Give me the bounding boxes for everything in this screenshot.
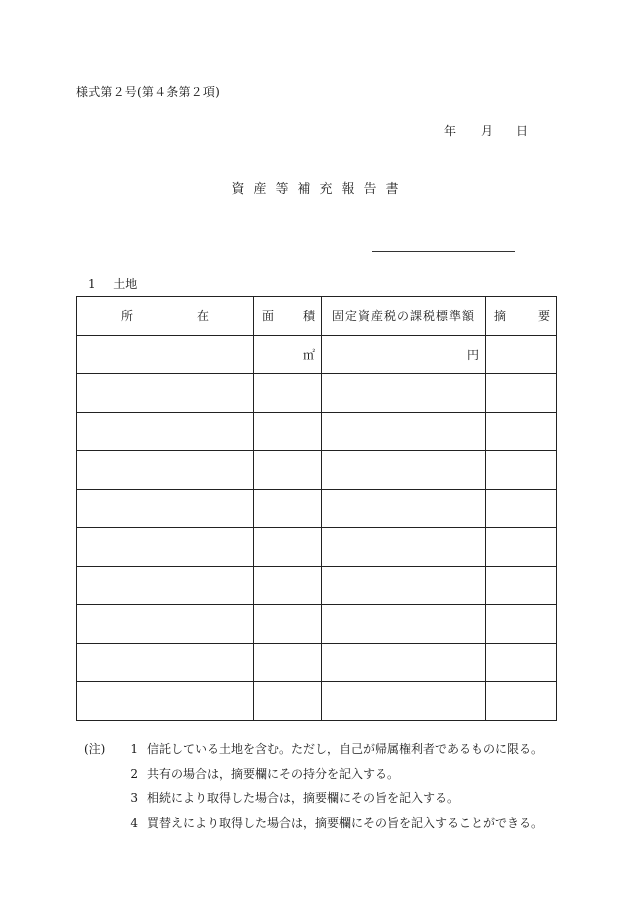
signature-line (372, 251, 515, 252)
cell-remarks[interactable] (486, 682, 557, 721)
cell-remarks[interactable] (486, 489, 557, 528)
cell-remarks[interactable] (486, 451, 557, 490)
cell-area[interactable] (254, 528, 322, 567)
cell-location[interactable] (77, 528, 254, 567)
table-row (77, 335, 557, 374)
cell-tax-base[interactable] (322, 451, 486, 490)
cell-remarks[interactable] (486, 374, 557, 413)
header-tax-base: 固定資産税の課税標準額 (322, 297, 486, 336)
cell-area[interactable] (254, 451, 322, 490)
table-row (77, 682, 557, 721)
section-heading (88, 275, 137, 292)
cell-location[interactable] (77, 643, 254, 682)
cell-remarks[interactable] (486, 528, 557, 567)
note-item (84, 737, 543, 762)
notes (84, 737, 543, 835)
cell-area[interactable] (254, 412, 322, 451)
cell-tax-base[interactable] (322, 335, 486, 374)
date-day-label: 日 (516, 124, 529, 138)
cell-remarks[interactable] (486, 335, 557, 374)
cell-tax-base[interactable] (322, 643, 486, 682)
note-text: 相続により取得した場合は，摘要欄にその旨を記入する。 (147, 791, 460, 805)
cell-tax-base[interactable] (322, 682, 486, 721)
cell-tax-base[interactable] (322, 489, 486, 528)
section-label: 土地 (113, 277, 138, 291)
header-remarks: 摘 要 (486, 297, 557, 336)
table-row (77, 566, 557, 605)
note-number: 2 (130, 766, 138, 781)
note-text: 買替えにより取得した場合は，摘要欄にその旨を記入することができる。 (147, 815, 544, 830)
header-area: 面 積 (254, 297, 322, 336)
cell-area[interactable] (254, 489, 322, 528)
tax-base-unit: 円 (466, 347, 479, 362)
cell-location[interactable] (77, 374, 254, 413)
note-text: 信託している土地を含む。ただし，自己が帰属権利者であるものに限る。 (147, 742, 544, 756)
note-item (84, 811, 543, 836)
table-row (77, 643, 557, 682)
table-row (77, 374, 557, 413)
cell-remarks[interactable] (486, 412, 557, 451)
header-location: 所 在 (77, 297, 254, 336)
cell-area[interactable] (254, 682, 322, 721)
cell-remarks[interactable] (486, 566, 557, 605)
note-number: 1 (130, 742, 138, 756)
date-year-label: 年 (444, 124, 457, 138)
cell-tax-base[interactable] (322, 374, 486, 413)
table-row (77, 605, 557, 644)
cell-area[interactable] (254, 605, 322, 644)
cell-location[interactable] (77, 489, 254, 528)
cell-area[interactable] (254, 643, 322, 682)
cell-remarks[interactable] (486, 605, 557, 644)
cell-area[interactable] (254, 374, 322, 413)
cell-tax-base[interactable] (322, 412, 486, 451)
table-row (77, 489, 557, 528)
cell-tax-base[interactable] (322, 605, 486, 644)
note-text: 共有の場合は，摘要欄にその持分を記入する。 (147, 766, 400, 781)
document-title: 資産等補充報告書 (231, 182, 408, 197)
cell-location[interactable] (77, 566, 254, 605)
cell-area[interactable] (254, 335, 322, 374)
table-row (77, 528, 557, 567)
table-row (77, 451, 557, 490)
section-number: 1 (88, 277, 96, 291)
table-row (77, 412, 557, 451)
note-number: 4 (130, 815, 138, 830)
cell-location[interactable] (77, 335, 254, 374)
cell-location[interactable] (77, 605, 254, 644)
table-header-row (77, 297, 557, 336)
form-number: 様式第２号(第４条第２項) (76, 85, 220, 99)
cell-location[interactable] (77, 412, 254, 451)
area-unit: ㎡ (302, 347, 315, 362)
cell-area[interactable] (254, 566, 322, 605)
notes-prefix: (注) (84, 742, 106, 756)
cell-tax-base[interactable] (322, 528, 486, 567)
note-number: 3 (130, 791, 138, 805)
cell-location[interactable] (77, 451, 254, 490)
note-item (84, 762, 543, 787)
cell-remarks[interactable] (486, 643, 557, 682)
note-item (84, 786, 543, 811)
cell-tax-base[interactable] (322, 566, 486, 605)
land-table (76, 296, 557, 721)
date-month-label: 月 (481, 124, 494, 138)
cell-location[interactable] (77, 682, 254, 721)
